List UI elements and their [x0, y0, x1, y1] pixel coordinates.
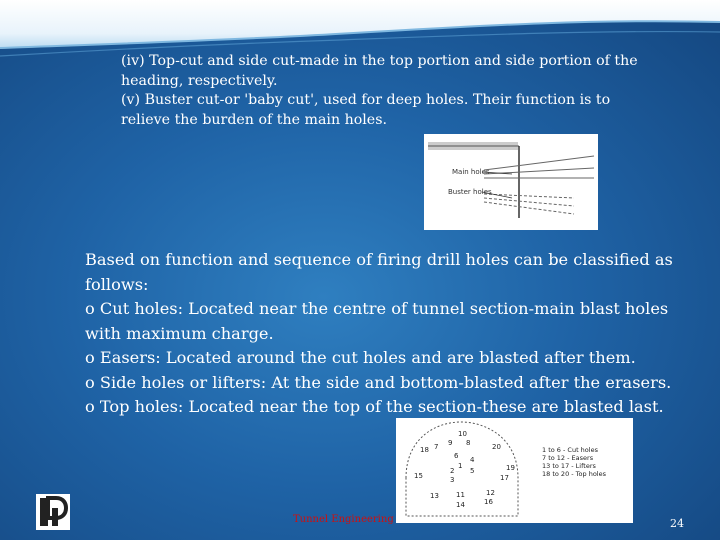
hole-number: 1	[458, 462, 463, 470]
text-line: Based on function and sequence of firing drill holes can be classified as	[85, 250, 673, 269]
hole-number: 4	[470, 456, 475, 464]
text-line: o Easers: Located around the cut holes and are blasted after them.	[85, 348, 636, 367]
legend-entry: 13 to 17 - Lifters	[542, 462, 596, 470]
hole-number: 17	[500, 474, 509, 482]
text-line: (v) Buster cut-or 'baby cut', used for deep holes. Their function is to	[121, 92, 611, 109]
drill-hole-pattern-diagram	[396, 418, 633, 523]
legend-entry: 1 to 6 - Cut holes	[542, 446, 598, 454]
buster-holes-diagram	[424, 134, 598, 230]
text-line: with maximum charge.	[85, 323, 274, 343]
hole-number: 9	[448, 439, 453, 447]
buster-holes-label: Buster holes	[448, 188, 492, 196]
text-block-cut-types	[121, 52, 706, 131]
hole-number: 19	[506, 464, 515, 472]
hole-number: 20	[492, 443, 501, 451]
buster-holes-figure	[424, 134, 598, 230]
drill-hole-pattern-figure	[396, 418, 633, 523]
hole-number: 14	[456, 501, 465, 509]
text-block-hole-classification	[85, 248, 710, 420]
text-line: heading, respectively.	[121, 72, 278, 89]
legend-entry: 7 to 12 - Easers	[542, 454, 594, 462]
institution-logo	[36, 494, 70, 530]
hole-number: 8	[466, 439, 471, 447]
hole-number: 16	[484, 498, 493, 506]
hole-number: 7	[434, 443, 439, 451]
hole-number: 10	[458, 430, 467, 438]
main-holes-label: Main holes	[452, 168, 490, 176]
hole-number: 11	[456, 491, 465, 499]
hole-number: 5	[470, 467, 475, 475]
text-line: (iv) Top-cut and side cut-made in the top portion and side portion of the	[121, 53, 638, 69]
text-line: o Cut holes: Located near the centre of tunnel section-main blast holes	[85, 299, 669, 318]
legend-entry: 18 to 20 - Top holes	[542, 470, 607, 478]
logo-icon	[36, 494, 70, 530]
hole-number: 3	[450, 476, 455, 484]
page-number: 24	[670, 517, 684, 530]
hole-number: 2	[450, 467, 455, 475]
hole-number: 15	[414, 472, 423, 480]
hole-number: 6	[454, 452, 459, 460]
footer-title: Tunnel Engineering	[293, 514, 394, 525]
hole-number: 18	[420, 446, 429, 454]
text-line: follows:	[85, 274, 149, 294]
hole-number: 12	[486, 489, 495, 497]
hole-number: 13	[430, 492, 439, 500]
text-line: o Side holes or lifters: At the side and bottom-blasted after the erasers.	[85, 372, 672, 392]
text-line: o Top holes: Located near the top of the section-these are blasted last.	[85, 397, 664, 416]
text-line: relieve the burden of the main holes.	[121, 112, 387, 129]
